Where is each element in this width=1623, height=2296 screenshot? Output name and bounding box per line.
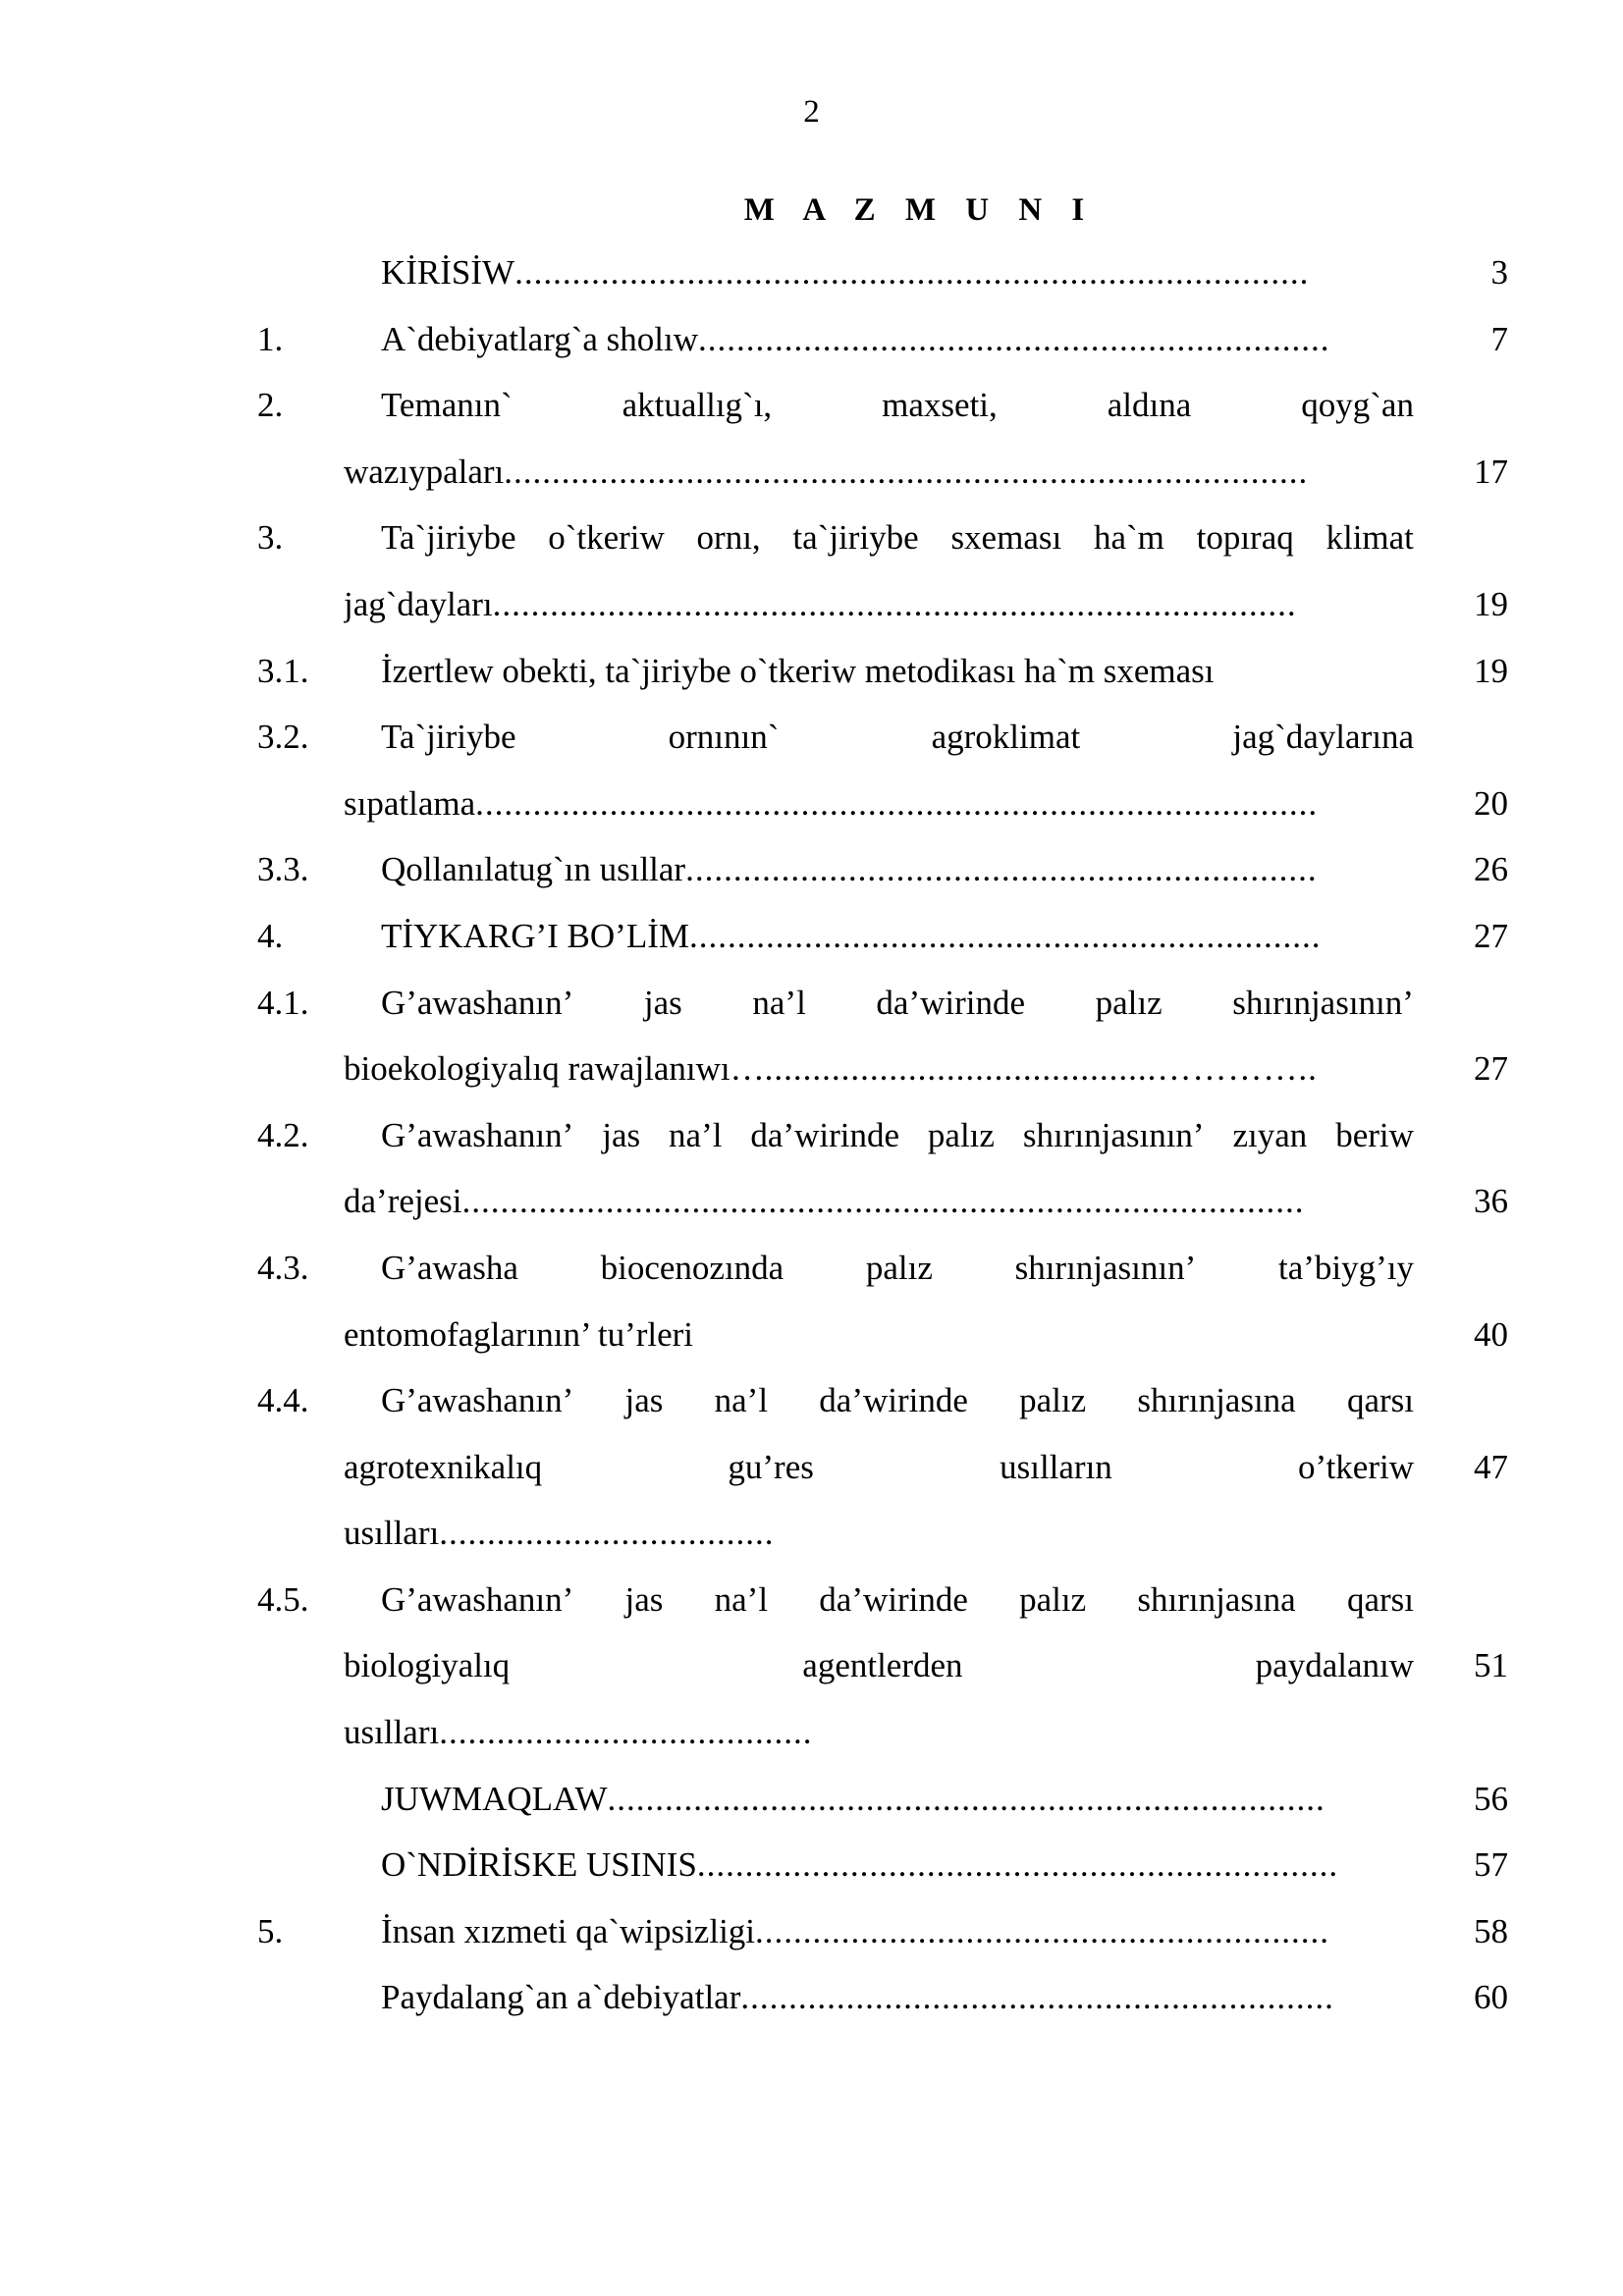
toc-line-text (344, 1043, 1414, 1095)
toc-word: shırınjasına (1137, 1381, 1296, 1420)
toc-word: G’awashanın’ (381, 1381, 574, 1420)
toc-word: agroklimat (931, 718, 1081, 757)
toc-line-text (381, 911, 1414, 962)
toc-word: jas (624, 1579, 664, 1619)
toc-word: jas (624, 1381, 664, 1420)
toc-page-number: 3 (1490, 253, 1508, 292)
toc-line (0, 1774, 1623, 1841)
toc-line-text (344, 579, 1414, 630)
toc-line-number: 4.2. (257, 1115, 309, 1154)
toc-line-text (381, 1375, 1414, 1426)
toc-leader-dots: .............................................................. (740, 1978, 1334, 2017)
toc-line-number: 4.3. (257, 1248, 309, 1287)
toc-page-number: 40 (1474, 1314, 1508, 1354)
toc-word: G’awashanın’ (381, 1115, 574, 1154)
toc-line-text (344, 447, 1414, 498)
toc-word: jas (643, 983, 682, 1022)
toc-page-number: 17 (1474, 452, 1508, 491)
toc-word: palız (1019, 1579, 1087, 1619)
toc-entry-title: A`debiyatlarg`a sholıw (381, 319, 699, 358)
toc-line-text (381, 1243, 1414, 1294)
toc-line (0, 1442, 1623, 1509)
toc-word: o’tkeriw (1298, 1447, 1414, 1486)
toc-line-number: 3.3. (257, 850, 309, 889)
toc-line-text (381, 1774, 1414, 1825)
toc-word: aktuallıg`ı, (622, 386, 773, 425)
toc-line (0, 1176, 1623, 1243)
toc-word: beriw (1335, 1115, 1414, 1154)
toc-word: da’wirinde (876, 983, 1026, 1022)
toc-word: agrotexnikalıq (344, 1447, 543, 1486)
toc-line (0, 646, 1623, 713)
toc-word: jag`daylarına (1232, 718, 1414, 757)
toc-word: ta`jiriybe (792, 518, 919, 558)
toc-line (0, 314, 1623, 381)
toc-word: aldına (1107, 386, 1192, 425)
toc-word: o`tkeriw (548, 518, 665, 558)
toc-line (0, 1640, 1623, 1707)
toc-leader-dots: ........................................................................................ (475, 783, 1319, 823)
toc-line (0, 1508, 1623, 1575)
toc-word: agentlerden (802, 1646, 963, 1685)
toc-word: palız (865, 1248, 933, 1287)
toc-word: na’l (752, 983, 806, 1022)
toc-line-text (381, 844, 1414, 895)
toc-line-text (381, 1906, 1414, 1957)
toc-word: maxseti, (882, 386, 998, 425)
toc-page-number: 27 (1474, 916, 1508, 955)
toc-entry-title: jag`dayları (344, 584, 493, 623)
toc-page-number: 60 (1474, 1978, 1508, 2017)
toc-entry-title: Paydalang`an a`debiyatlar (381, 1978, 741, 2017)
toc-word: palız (1095, 983, 1163, 1022)
toc-line (0, 247, 1623, 314)
toc-line (0, 512, 1623, 579)
toc-page-number: 7 (1490, 319, 1508, 358)
toc-word: da’wirinde (819, 1579, 968, 1619)
toc-line-text (344, 1442, 1414, 1493)
toc-word: G’awashanın’ (381, 983, 574, 1022)
toc-line-text (381, 1110, 1414, 1161)
toc-word: ornının` (668, 718, 780, 757)
toc-word: na’l (669, 1115, 723, 1154)
toc-title: M A Z M U N I (743, 192, 1096, 228)
toc-line-number: 3.1. (257, 651, 309, 690)
toc-word: sxeması (950, 518, 1062, 558)
toc-page-number: 19 (1474, 584, 1508, 623)
toc-leader-dots: ................................................................................... (514, 253, 1310, 292)
toc-leader-dots: ........................................................................................ (461, 1182, 1305, 1221)
toc-page-number: 47 (1474, 1447, 1508, 1486)
toc-entry-title: İnsan xızmeti qa`wipsizligi (381, 1911, 756, 1950)
toc-word: jas (602, 1115, 641, 1154)
toc-word: da’wirinde (750, 1115, 899, 1154)
toc-line (0, 1707, 1623, 1774)
toc-word: qoyg`an (1301, 386, 1414, 425)
toc-line (0, 844, 1623, 911)
toc-line-text (381, 1575, 1414, 1626)
toc-word: klimat (1325, 518, 1414, 558)
toc-entry-title: da’rejesi (344, 1182, 462, 1221)
toc-leader-dots: .................................................................. (685, 850, 1318, 889)
toc-entry-title: İzertlew obekti, ta`jiriybe o`tkeriw metodikası ha`m sxeması (381, 651, 1215, 690)
toc-word: ornı, (696, 518, 761, 558)
toc-page-number: 26 (1474, 850, 1508, 889)
toc-entry-title: TİYKARG’I BO’LİM (381, 916, 689, 955)
toc-line-text (344, 1640, 1414, 1691)
toc-word: qarsı (1346, 1381, 1414, 1420)
toc-word: na’l (714, 1579, 769, 1619)
toc-line-text (381, 712, 1414, 763)
toc-line-text (344, 1707, 1414, 1758)
toc-word: shırınjasının’ (1232, 983, 1414, 1022)
toc-line-number: 3.2. (257, 718, 309, 757)
toc-word: ha`m (1093, 518, 1164, 558)
toc-line-text (344, 1309, 1414, 1361)
toc-line-text (381, 1840, 1414, 1891)
toc-line (0, 1375, 1623, 1442)
toc-word: biocenozında (600, 1248, 784, 1287)
toc-entry-title: O`NDİRİSKE USINIS (381, 1845, 697, 1885)
toc-word: G’awashanın’ (381, 1579, 574, 1619)
toc-page-number: 58 (1474, 1911, 1508, 1950)
toc-line (0, 579, 1623, 646)
toc-line-number: 4.4. (257, 1381, 309, 1420)
toc-leader-dots: .................................................................................... (504, 452, 1309, 491)
toc-line (0, 1243, 1623, 1309)
toc-word: ta’biyg’ıy (1277, 1248, 1414, 1287)
toc-word: paydalanıw (1255, 1646, 1414, 1685)
toc-entry-title: bioekologiyalıq rawajlanıwı… (344, 1049, 765, 1089)
toc-line-number: 4. (257, 916, 284, 955)
toc-leader-dots: ................................................................... (696, 1845, 1339, 1885)
toc-line-number: 4.1. (257, 983, 309, 1022)
toc-line-text (381, 1972, 1414, 2023)
toc-line (0, 1906, 1623, 1973)
toc-entry-title: KİRİSİW (381, 253, 515, 292)
toc-line-text (381, 978, 1414, 1029)
toc-word: shırınjasına (1137, 1579, 1296, 1619)
toc-leader-dots: ....................................... (439, 1713, 813, 1752)
toc-entry-title: wazıypaları (344, 452, 505, 491)
toc-leader-dots: ............................................................ (755, 1911, 1330, 1950)
toc-page-number: 27 (1474, 1049, 1508, 1089)
toc-word: palız (1019, 1381, 1087, 1420)
toc-line-number: 4.5. (257, 1579, 309, 1619)
toc-word: usılların (1000, 1447, 1112, 1486)
toc-line (0, 447, 1623, 513)
toc-leader-dots: .........................................………….. (764, 1049, 1318, 1089)
toc-word: shırınjasının’ (1022, 1115, 1205, 1154)
toc-line (0, 380, 1623, 447)
toc-line-number: 3. (257, 518, 284, 558)
toc-word: Ta`jiriybe (381, 518, 516, 558)
toc-word: gu’res (728, 1447, 814, 1486)
toc-word: zıyan (1232, 1115, 1308, 1154)
toc-word: da’wirinde (819, 1381, 968, 1420)
toc-line-text (344, 778, 1414, 829)
toc-line (0, 1110, 1623, 1177)
toc-page-number: 19 (1474, 651, 1508, 690)
toc-line-text (344, 1176, 1414, 1227)
toc-word: biologiyalıq (344, 1646, 511, 1685)
toc-word: qarsı (1346, 1579, 1414, 1619)
toc-line-text (381, 314, 1414, 365)
toc-line (0, 911, 1623, 978)
toc-entry-title: JUWMAQLAW (381, 1779, 608, 1818)
toc-leader-dots: .................................................................................... (492, 584, 1297, 623)
toc-line (0, 1972, 1623, 2039)
toc-page-number: 56 (1474, 1779, 1508, 1818)
toc-line-text (381, 380, 1414, 431)
toc-word: Ta`jiriybe (381, 718, 516, 757)
toc-line-number: 5. (257, 1911, 284, 1950)
toc-leader-dots: .................................................................. (688, 916, 1322, 955)
toc-word: shırınjasının’ (1014, 1248, 1197, 1287)
toc-word: topıraq (1196, 518, 1294, 558)
page-number: 2 (803, 94, 820, 130)
toc-word: na’l (714, 1381, 769, 1420)
toc-line-text (381, 512, 1414, 563)
toc-leader-dots: ........................................................................... (607, 1779, 1325, 1818)
toc-word: Temanın` (381, 386, 513, 425)
toc-line (0, 1575, 1623, 1641)
toc-line (0, 1840, 1623, 1906)
toc-line (0, 1043, 1623, 1110)
toc-entry-title: Qollanılatug`ın usıllar (381, 850, 686, 889)
toc-word: G’awasha (381, 1248, 518, 1287)
toc-page-number: 36 (1474, 1182, 1508, 1221)
toc-leader-dots: ................................... (439, 1514, 775, 1553)
toc-line (0, 712, 1623, 778)
toc-word: palız (927, 1115, 995, 1154)
toc-line (0, 1309, 1623, 1376)
toc-line (0, 978, 1623, 1044)
toc-line-text (381, 247, 1414, 298)
toc-line-number: 1. (257, 319, 284, 358)
toc-line-number: 2. (257, 386, 284, 425)
table-of-contents (0, 247, 1623, 2039)
toc-page-number: 20 (1474, 783, 1508, 823)
toc-entry-title: sıpatlama (344, 783, 476, 823)
toc-line-text (381, 646, 1414, 697)
toc-page-number: 51 (1474, 1646, 1508, 1685)
toc-leader-dots: .................................................................. (698, 319, 1330, 358)
toc-line (0, 778, 1623, 845)
toc-entry-title: usılları (344, 1713, 440, 1752)
toc-entry-title: entomofaglarının’ tu’rleri (344, 1314, 694, 1354)
toc-entry-title: usılları (344, 1514, 440, 1553)
toc-line-text (344, 1508, 1414, 1559)
toc-page-number: 57 (1474, 1845, 1508, 1885)
